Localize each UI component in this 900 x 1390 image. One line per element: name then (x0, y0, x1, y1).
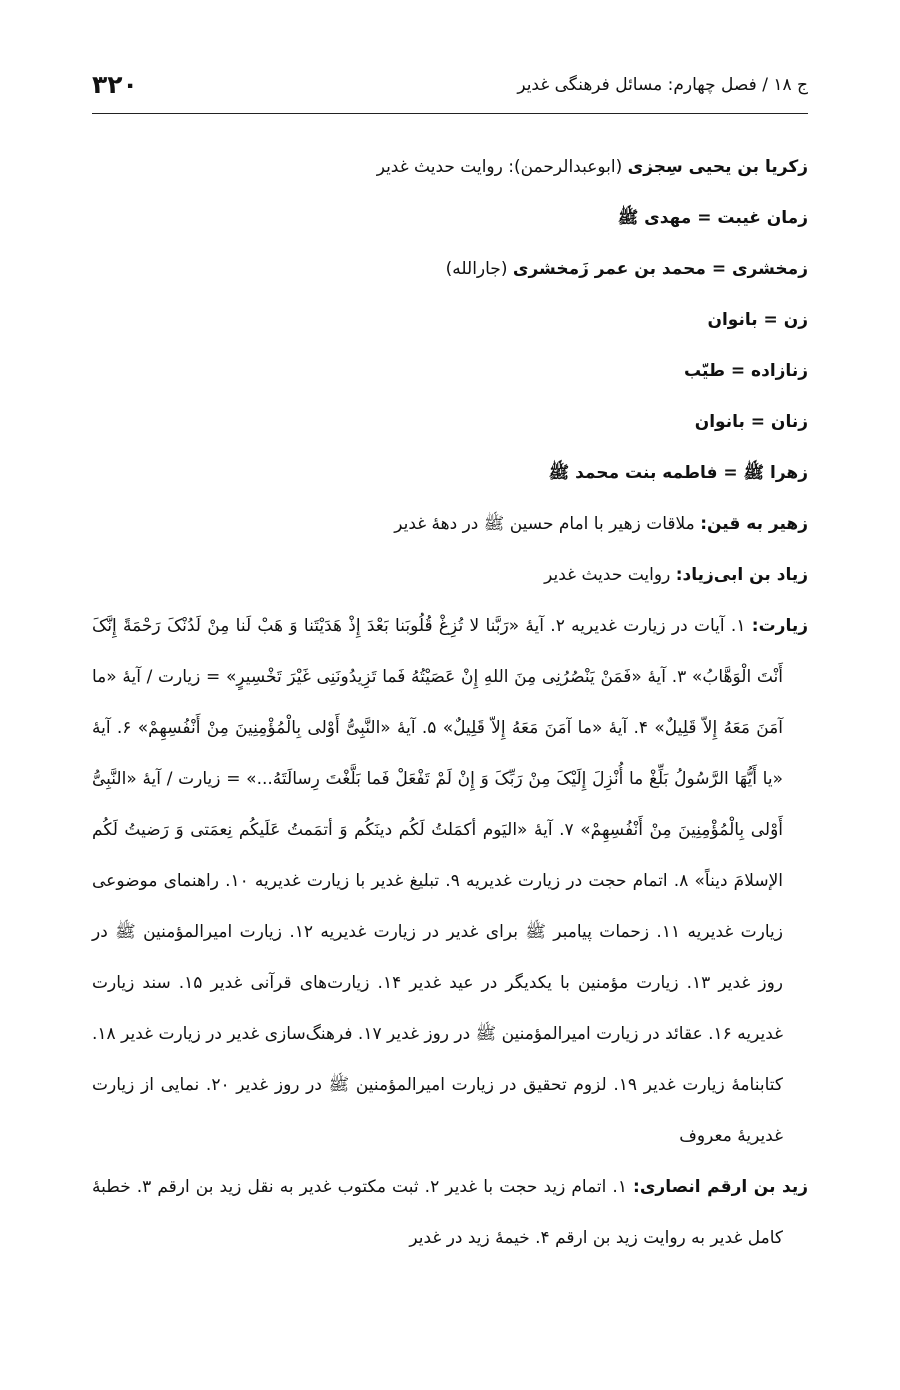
entry-term: زیارت (758, 616, 809, 636)
index-entry (92, 346, 808, 397)
entry-text: (جارالله) (445, 259, 513, 279)
entry-text: (ابوعبدالرحمن): روایت حدیث غدیر (376, 157, 628, 177)
index-entry (92, 1162, 808, 1264)
index-entry (92, 193, 808, 244)
running-title: ج ۱۸ / فصل چهارم: مسائل فرهنگی غدیر (517, 74, 808, 95)
index-entry (92, 499, 808, 550)
entry-separator: : (751, 616, 759, 636)
entry-term: زمان غیبت = مهدی ﷺ (617, 208, 808, 228)
entry-term: زکریا بن یحیی سِجزی (627, 157, 808, 177)
page-header (92, 56, 808, 114)
page-number: ۳۲۰ (92, 70, 138, 99)
entry-term: زید بن ارقم انصاری (639, 1177, 809, 1197)
entry-term: زن = بانوان (707, 310, 808, 330)
entry-term: زهرا ﷺ = فاطمه بنت محمد ﷺ (548, 463, 808, 483)
entry-term: زهیر به قین (707, 514, 808, 534)
index-entry (92, 244, 808, 295)
index-entry (92, 295, 808, 346)
index-entry (92, 142, 808, 193)
entry-text: ۱. اتمام زید حجت با غدیر ۲. ثبت مکتوب غدیر به نقل زید بن ارقم ۳. خطبهٔ کامل غدیر به روایت زید بن ارقم ۴. خیمهٔ زید در غدیر (92, 1177, 783, 1248)
entry-text: ۱. آیات در زیارت غدیریه ۲. آیهٔ «رَبَّنا لا تُزِغْ قُلُوبَنا بَعْدَ إِذْ هَدَیْتَنا وَ هَبْ لَنا مِنْ لَدُنْکَ رَحْمَةً إِنَّکَ أَنْتَ الْوَهَّابُ» ۳. آیهٔ «فَمَنْ یَنْصُرُنِی مِنَ اللهِ إِنْ عَصَیْتُهُ فَما تَزِیدُونَنِی غَیْرَ تَخْسِیرٍ» = زیارت / آیهٔ «ما آمَنَ مَعَهُ إِلاّ قَلِیلٌ» ۴. آیهٔ «ما آمَنَ مَعَهُ إِلاّ قَلِیلٌ» ۵. آیهٔ «النَّبِیُّ أَوْلی بِالْمُؤْمِنِینَ مِنْ أَنْفُسِهِمْ» ۶. آیهٔ «یا أَیُّهَا الرَّسُولُ بَلِّغْ ما أُنْزِلَ إِلَیْکَ مِنْ رَبِّکَ وَ إِنْ لَمْ تَفْعَلْ فَما بَلَّغْتَ رِسالَتَهُ...» = زیارت / آیهٔ «النَّبِیُّ أَوْلی بِالْمُؤْمِنِینَ مِنْ أَنْفُسِهِمْ» ۷. آیهٔ «الیَوم أکمَلتُ لَکُم دینَکُم وَ أتمَمتُ عَلَیکُم نِعمَتی وَ رَضیتُ لَکُم الإسلامَ دیناً» ۸. اتمام حجت در زیارت غدیریه ۹. تبلیغ غدیر با زیارت غدیریه ۱۰. راهنمای موضوعی زیارت غدیریه ۱۱. زحمات پیامبر ﷺ برای غدیر در زیارت غدیریه ۱۲. زیارت امیرالمؤمنین ﷺ در روز غدیر ۱۳. زیارت مؤمنین با یکدیگر در عید غدیر ۱۴. زیارت‌های قرآنی غدیر ۱۵. سند زیارت غدیریه ۱۶. عقائد در زیارت امیرالمؤمنین ﷺ در روز غدیر ۱۷. فرهنگ‌سازی غدیر در زیارت غدیر ۱۸. کتابنامهٔ زیارت غدیر ۱۹. لزوم تحقیق در زیارت امیرالمؤمنین ﷺ در روز غدیر ۲۰. نمایی از زیارت غدیریهٔ معروف (92, 616, 784, 1146)
index-entry (92, 550, 808, 601)
entry-separator: : (700, 514, 707, 534)
index-entries (92, 142, 808, 1264)
entry-separator: : (633, 1177, 640, 1197)
entry-term: زمخشری = محمد بن عمر زَمخشری (512, 259, 808, 279)
entry-text: ملاقات زهیر با امام حسین ﷺ در دههٔ غدیر (394, 514, 701, 534)
entry-separator: : (675, 565, 683, 585)
entry-term: زیاد بن ابی‌زیاد (682, 565, 808, 585)
entry-text: روایت حدیث غدیر (544, 565, 676, 585)
entry-term: زنازاده = طیّب (684, 361, 808, 381)
index-entry (92, 448, 808, 499)
entry-term: زنان = بانوان (694, 412, 808, 432)
index-entry (92, 397, 808, 448)
index-entry (92, 601, 808, 1162)
